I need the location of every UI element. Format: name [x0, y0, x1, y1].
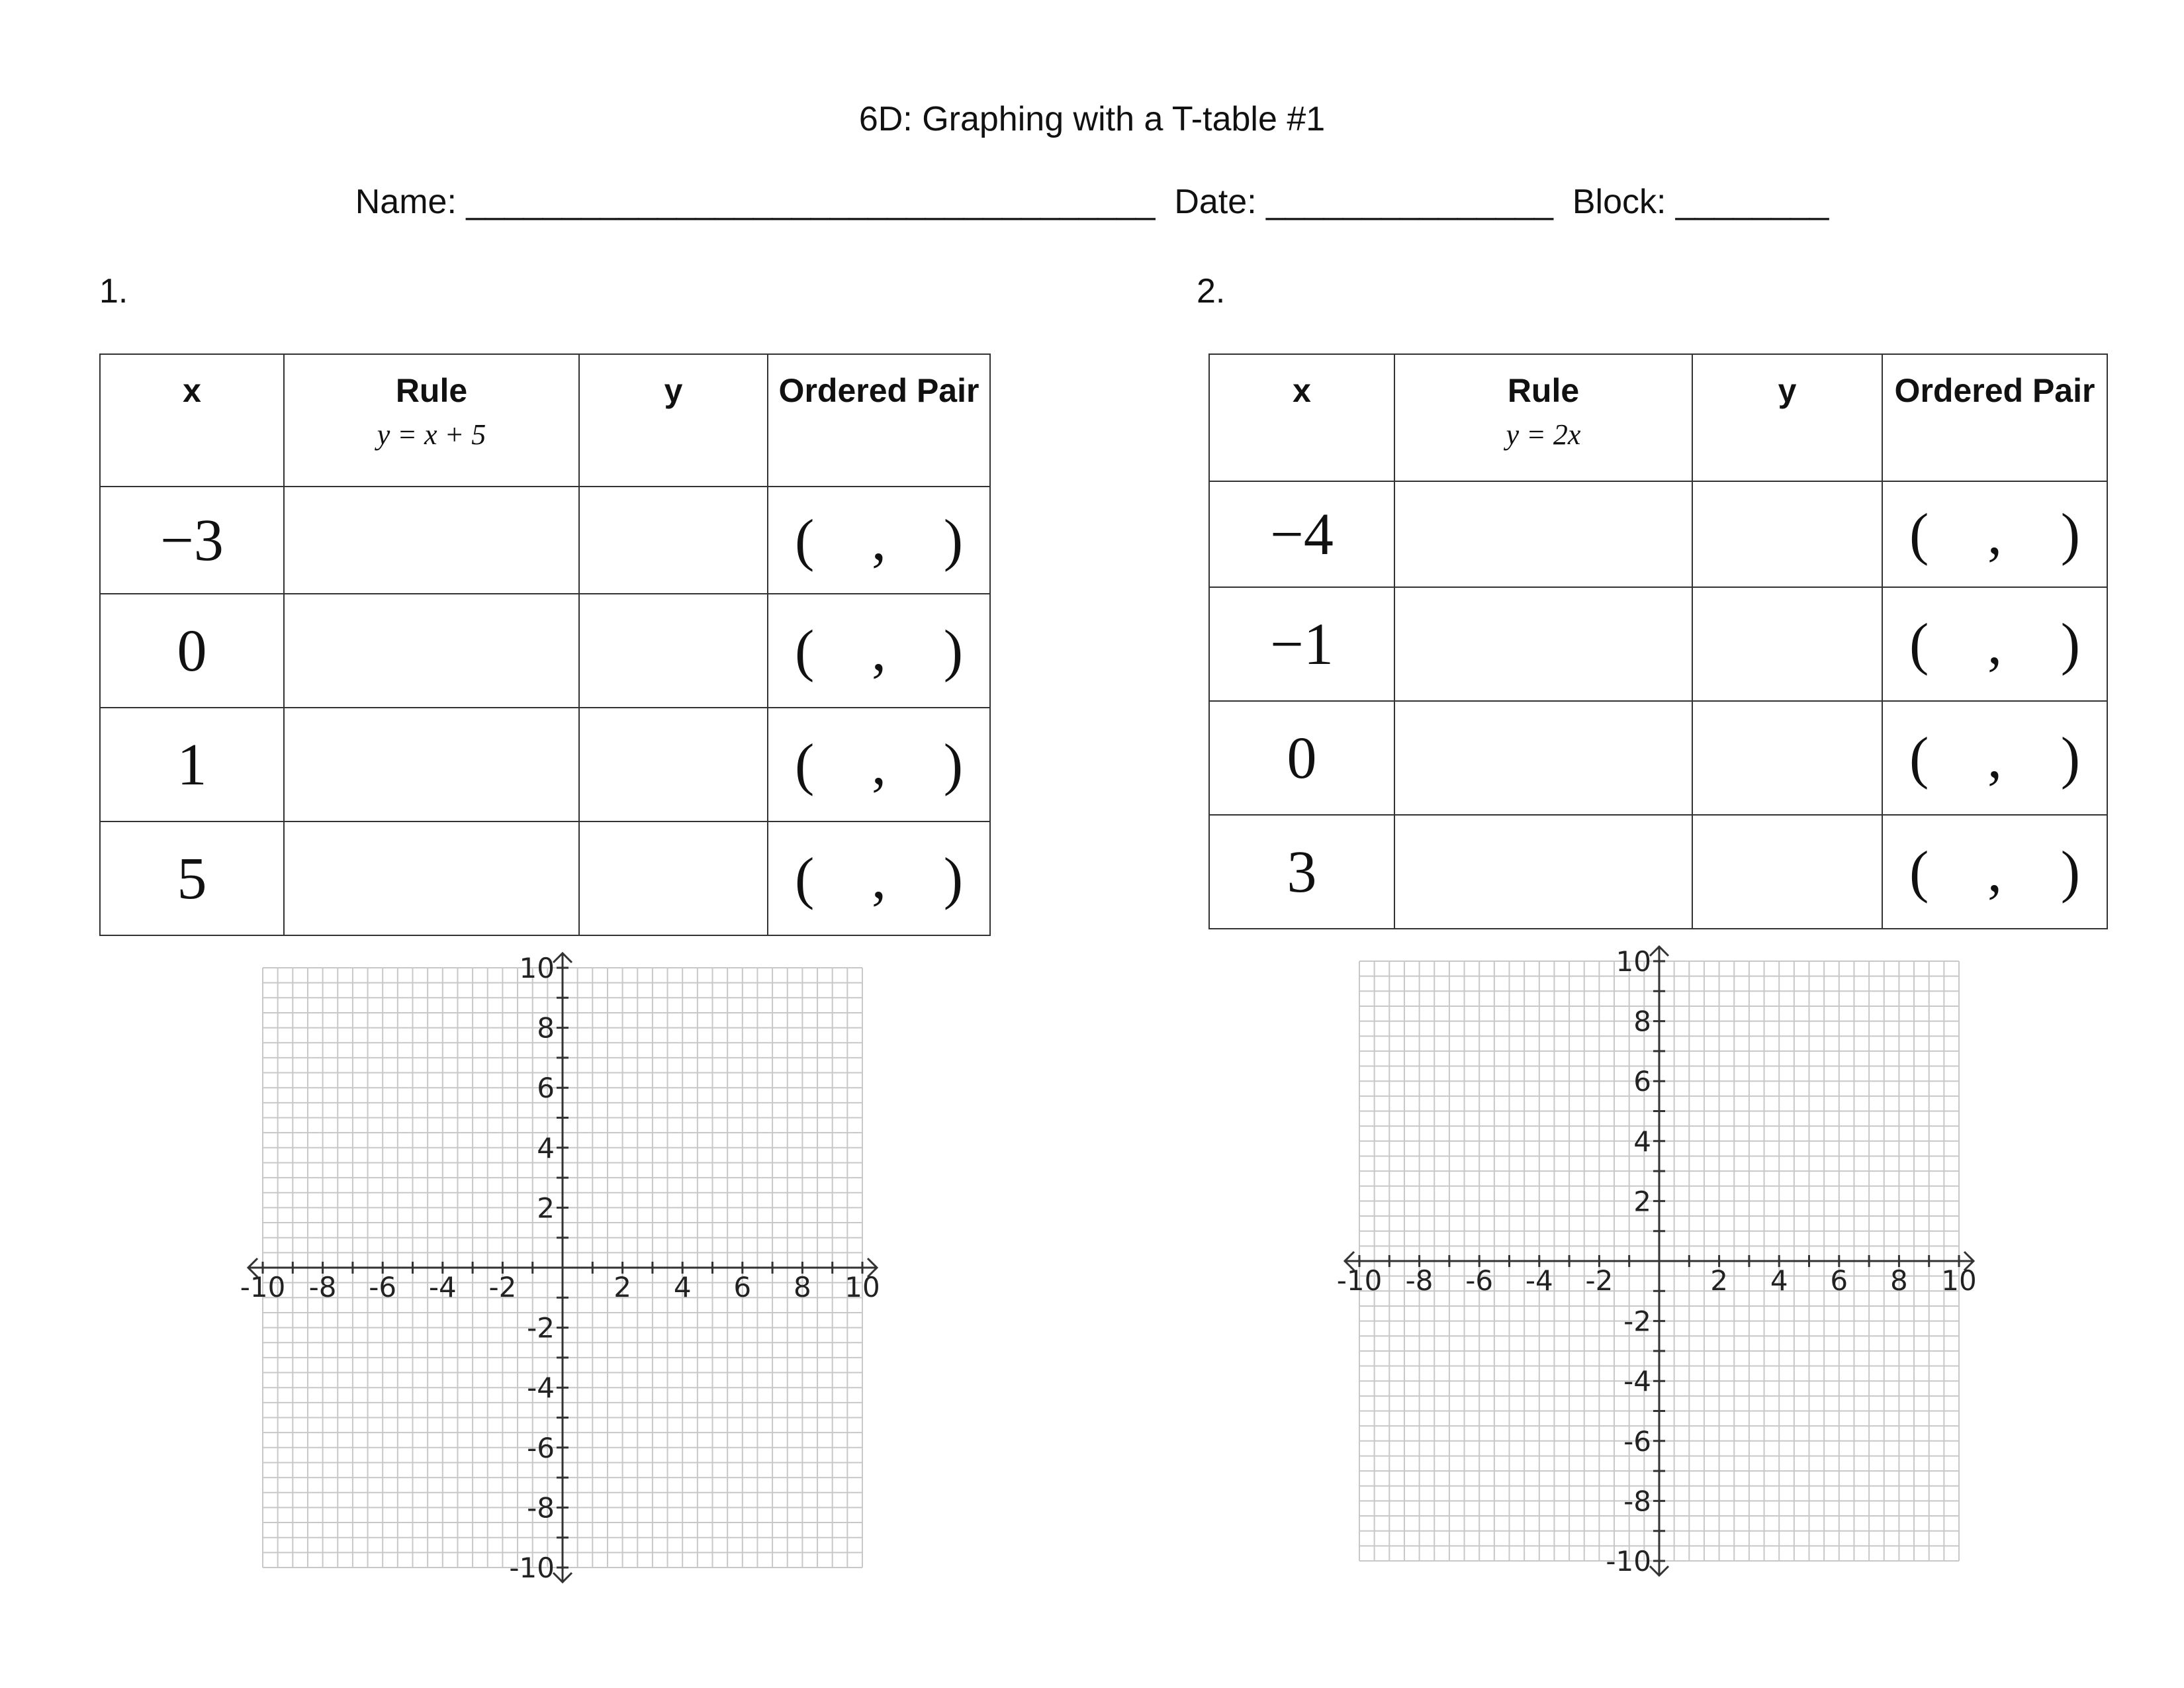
pair-close-paren: )	[943, 618, 963, 683]
ordered-pair-cell[interactable]	[1882, 481, 2107, 587]
y-tick-label: -10	[509, 1552, 555, 1584]
t-table-1	[99, 353, 991, 936]
t-table-1-header-row	[100, 354, 990, 487]
y-answer-cell[interactable]	[1692, 587, 1882, 701]
table-row	[100, 821, 990, 935]
y-tick-label: -4	[1623, 1365, 1651, 1398]
pair-open-paren: (	[795, 618, 815, 683]
pair-open-paren: (	[1909, 612, 1929, 677]
x-value: 1	[100, 708, 284, 821]
y-tick-label: -2	[1623, 1305, 1651, 1338]
rule-work-cell[interactable]	[284, 821, 579, 935]
x-tick-label: -2	[1585, 1264, 1614, 1297]
x-tick-label: -2	[488, 1271, 517, 1303]
student-info-line	[0, 182, 2184, 222]
y-tick-label: -4	[527, 1372, 555, 1405]
x-value: −3	[100, 487, 284, 594]
x-value: 0	[100, 594, 284, 708]
y-answer-cell[interactable]	[579, 821, 768, 935]
y-tick-label: -2	[527, 1311, 555, 1344]
rule-work-cell[interactable]	[1394, 701, 1692, 815]
x-value: −1	[1209, 587, 1394, 701]
pair-open-paren: (	[1909, 726, 1929, 790]
column-x-header: x	[100, 354, 284, 487]
y-tick-label: 8	[1633, 1005, 1651, 1038]
pair-close-paren: )	[943, 508, 963, 573]
x-tick-label: -10	[1336, 1264, 1383, 1297]
y-tick-label: 6	[1633, 1065, 1651, 1098]
x-value: 5	[100, 821, 284, 935]
y-tick-label: -8	[527, 1491, 555, 1524]
rule-work-cell[interactable]	[1394, 587, 1692, 701]
block-label: Block:	[1572, 183, 1666, 221]
rule-label: Rule	[395, 372, 468, 409]
x-value: 3	[1209, 815, 1394, 929]
y-tick-label: -6	[527, 1431, 555, 1464]
x-tick-label: -10	[240, 1271, 286, 1303]
ordered-pair-cell[interactable]	[768, 708, 990, 821]
y-answer-cell[interactable]	[1692, 701, 1882, 815]
x-tick-label: -8	[308, 1271, 337, 1303]
table-row	[100, 708, 990, 821]
column-rule-header	[284, 354, 579, 487]
x-tick-label: 4	[673, 1271, 692, 1303]
y-answer-cell[interactable]	[579, 708, 768, 821]
pair-comma: ,	[872, 508, 886, 573]
rule-work-cell[interactable]	[284, 594, 579, 708]
rule-work-cell[interactable]	[284, 708, 579, 821]
x-tick-label: 10	[1941, 1264, 1977, 1297]
y-tick-label: 10	[519, 952, 555, 984]
pair-open-paren: (	[795, 732, 815, 797]
ordered-pair-cell[interactable]	[1882, 701, 2107, 815]
pair-close-paren: )	[2060, 502, 2080, 567]
pair-comma: ,	[1987, 502, 2002, 567]
x-tick-label: 2	[1710, 1264, 1728, 1297]
y-tick-label: 2	[1633, 1185, 1651, 1218]
table-row	[100, 487, 990, 594]
x-tick-label: 4	[1770, 1264, 1788, 1297]
pair-close-paren: )	[2060, 726, 2080, 790]
x-tick-label: 10	[844, 1271, 880, 1303]
column-ordered-pair-header: Ordered Pair	[768, 354, 990, 487]
column-rule-header	[1394, 354, 1692, 481]
column-ordered-pair-header: Ordered Pair	[1882, 354, 2107, 481]
ordered-pair-cell[interactable]	[768, 487, 990, 594]
x-tick-label: 8	[1890, 1264, 1908, 1297]
problem-2-number: 2.	[1197, 272, 1226, 310]
rule-equation: y = 2x	[1506, 418, 1581, 451]
pair-comma: ,	[1987, 612, 2002, 677]
x-tick-label: -6	[1465, 1264, 1494, 1297]
pair-comma: ,	[872, 732, 886, 797]
x-tick-label: -4	[428, 1271, 457, 1303]
pair-close-paren: )	[2060, 612, 2080, 677]
x-tick-label: -4	[1525, 1264, 1553, 1297]
pair-comma: ,	[872, 618, 886, 683]
rule-work-cell[interactable]	[284, 487, 579, 594]
x-tick-label: 6	[1830, 1264, 1848, 1297]
t-table-2-header-row	[1209, 354, 2107, 481]
x-tick-label: -6	[369, 1271, 397, 1303]
x-value: 0	[1209, 701, 1394, 815]
column-x-header: x	[1209, 354, 1394, 481]
coordinate-grid-1[interactable]	[218, 940, 920, 1615]
x-tick-label: 8	[794, 1271, 811, 1303]
name-label: Name:	[355, 183, 457, 221]
rule-equation: y = x + 5	[377, 418, 486, 451]
rule-label: Rule	[1507, 372, 1580, 409]
ordered-pair-cell[interactable]	[1882, 815, 2107, 929]
table-row	[1209, 587, 2107, 701]
y-answer-cell[interactable]	[579, 487, 768, 594]
rule-work-cell[interactable]	[1394, 815, 1692, 929]
x-tick-label: -8	[1405, 1264, 1433, 1297]
pair-open-paren: (	[1909, 502, 1929, 567]
y-tick-label: 10	[1615, 945, 1651, 978]
table-row	[1209, 701, 2107, 815]
pair-comma: ,	[1987, 726, 2002, 790]
pair-open-paren: (	[1909, 839, 1929, 904]
table-row	[100, 594, 990, 708]
pair-close-paren: )	[2060, 839, 2080, 904]
x-tick-label: 2	[614, 1271, 631, 1303]
y-tick-label: -8	[1623, 1485, 1651, 1518]
t-table-2	[1208, 353, 2108, 929]
ordered-pair-cell[interactable]	[768, 821, 990, 935]
block-blank[interactable]: ________	[1675, 183, 1829, 221]
x-tick-label: 6	[733, 1271, 752, 1303]
x-value: −4	[1209, 481, 1394, 587]
y-answer-cell[interactable]	[579, 594, 768, 708]
table-row	[1209, 815, 2107, 929]
y-tick-label: 6	[537, 1072, 555, 1105]
pair-comma: ,	[872, 846, 886, 911]
column-y-header: y	[1692, 354, 1882, 481]
date-label: Date:	[1174, 183, 1257, 221]
y-tick-label: 4	[1633, 1125, 1651, 1158]
rule-work-cell[interactable]	[1394, 481, 1692, 587]
y-tick-label: -10	[1606, 1545, 1651, 1577]
y-answer-cell[interactable]	[1692, 481, 1882, 587]
pair-open-paren: (	[795, 846, 815, 911]
name-blank[interactable]: ____________________________________	[466, 183, 1156, 221]
column-y-header: y	[579, 354, 768, 487]
pair-comma: ,	[1987, 839, 2002, 904]
worksheet-title: 6D: Graphing with a T-table #1	[858, 100, 1326, 138]
ordered-pair-cell[interactable]	[768, 594, 990, 708]
ordered-pair-cell[interactable]	[1882, 587, 2107, 701]
y-tick-label: 8	[537, 1011, 555, 1045]
y-answer-cell[interactable]	[1692, 815, 1882, 929]
pair-open-paren: (	[795, 508, 815, 573]
pair-close-paren: )	[943, 732, 963, 797]
pair-close-paren: )	[943, 846, 963, 911]
date-blank[interactable]: _______________	[1266, 183, 1553, 221]
coordinate-grid-2[interactable]	[1315, 933, 2017, 1609]
y-tick-label: 4	[537, 1131, 555, 1164]
y-tick-label: -6	[1623, 1425, 1651, 1458]
table-row	[1209, 481, 2107, 587]
y-tick-label: 2	[537, 1192, 555, 1225]
problem-1-number: 1.	[99, 272, 128, 310]
